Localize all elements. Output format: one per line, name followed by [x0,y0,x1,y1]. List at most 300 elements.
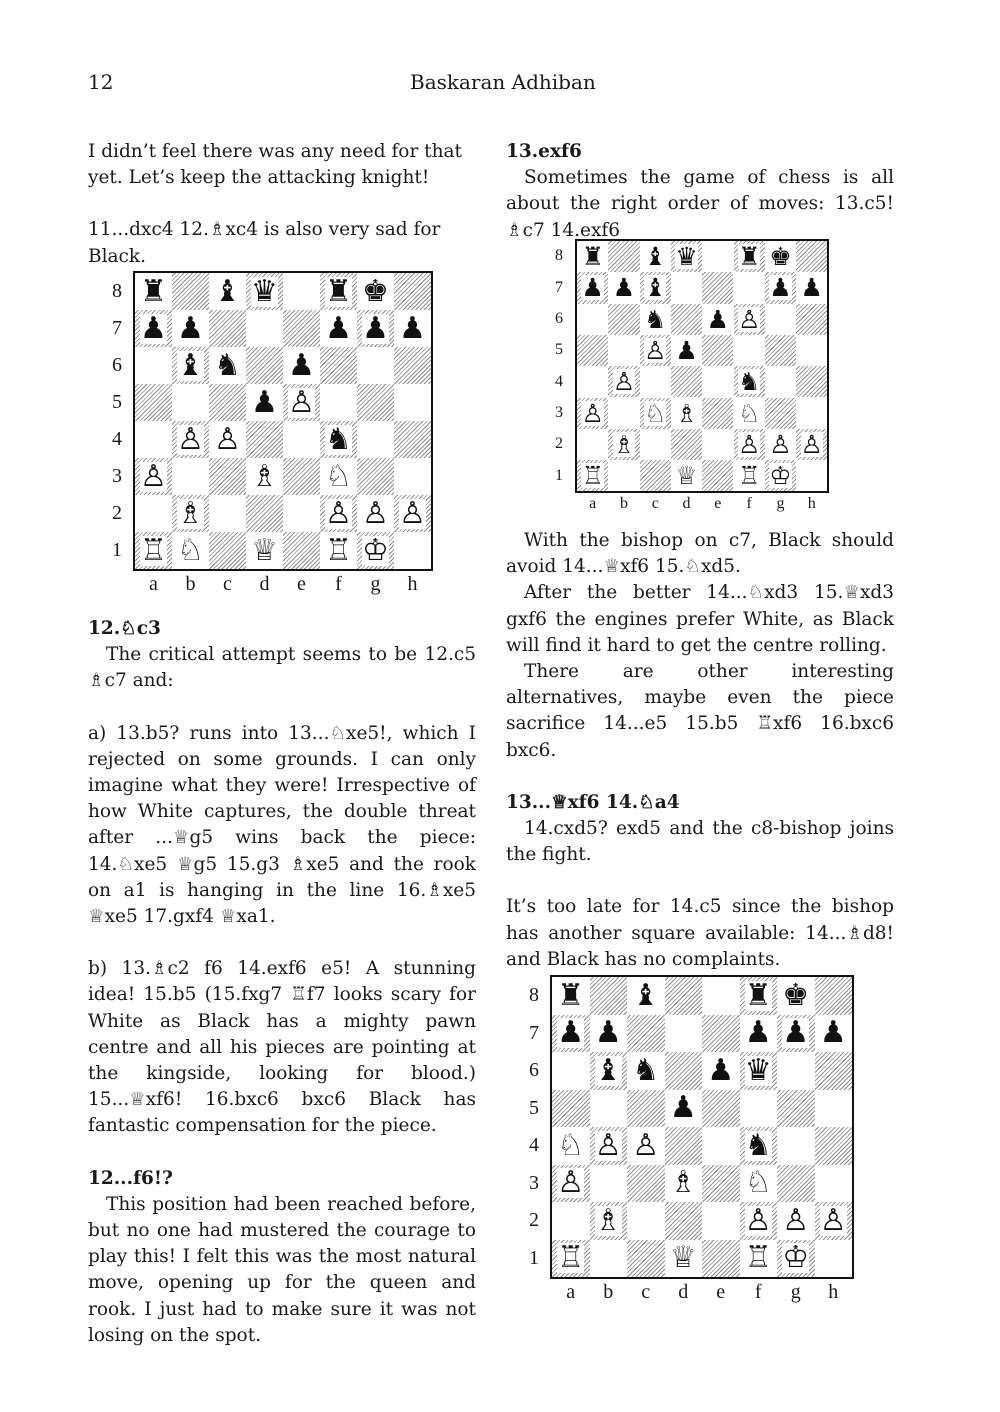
board-square [671,241,702,272]
board-square [702,304,733,335]
board-square [552,977,590,1015]
rank-label: 3 [529,1171,539,1194]
board-square [394,458,431,495]
board-square [665,1127,703,1165]
black-knight-icon: ♞ [744,1127,772,1163]
board-square [796,304,827,335]
board-square [702,398,733,429]
running-title: Baskaran Adhiban [410,70,596,94]
board-square [357,421,394,458]
white-bishop-icon: ♗ [669,1165,697,1201]
black-king-icon: ♚ [769,242,792,272]
white-knight-icon: ♘ [644,398,667,428]
white-pawn-icon: ♙ [140,458,167,494]
board-square [815,1127,853,1165]
board-square [590,1240,628,1278]
board-square [740,1165,778,1203]
board-square [590,1165,628,1203]
board-square [320,310,357,347]
paragraph: With the bishop on c7, Black should avoid 14...♕xf6 15.♘xd5. [506,530,894,578]
white-pawn-icon: ♙ [744,1202,772,1238]
white-bishop-icon: ♗ [251,458,278,494]
board-square [552,1127,590,1165]
board-square [671,460,702,491]
black-queen-icon: ♛ [744,1052,772,1088]
rank-label: 6 [112,354,122,376]
board-square [627,977,665,1015]
board-square [815,1240,853,1278]
board-square [777,1240,815,1278]
board-square [815,1090,853,1128]
black-pawn-icon: ♟ [594,1015,622,1051]
board-square [627,1127,665,1165]
file-label: d [259,573,270,595]
board-square [702,1240,740,1278]
file-label: c [651,495,659,513]
board-square [765,398,796,429]
board-square [246,458,283,495]
board-square [357,532,394,569]
board-square [777,1165,815,1203]
page-number: 12 [88,70,114,94]
board-square [671,272,702,303]
board-square [246,495,283,532]
file-label: e [716,1281,726,1303]
board-square [702,366,733,397]
board-square [320,532,357,569]
black-queen-icon: ♛ [251,273,278,309]
board-square [608,304,639,335]
board-square [815,1165,853,1203]
board-square [765,429,796,460]
black-knight-icon: ♞ [737,367,761,397]
file-label: f [746,495,752,513]
board-square [796,272,827,303]
board-square [357,310,394,347]
board-square [702,977,740,1015]
rank-label: 5 [112,391,122,413]
board-square [740,977,778,1015]
board-square [172,495,209,532]
white-rook-icon: ♖ [744,1240,772,1276]
board-square [702,1015,740,1053]
board-square [394,310,431,347]
left-column [88,139,476,270]
black-rook-icon: ♜ [557,977,585,1013]
board-square [734,304,765,335]
board-square [172,421,209,458]
black-pawn-icon: ♟ [669,1090,697,1126]
white-pawn-icon: ♙ [325,495,352,531]
board-square [734,241,765,272]
white-pawn-icon: ♙ [557,1165,585,1201]
board-square [671,398,702,429]
board-square [740,1240,778,1278]
board-square [552,1202,590,1240]
white-pawn-icon: ♙ [800,429,823,459]
board-square [135,384,172,421]
white-pawn-icon: ♙ [581,398,604,428]
white-rook-icon: ♖ [581,461,604,491]
paragraph: 14.cxd5? exd5 and the c8-bishop joins the fight. [506,818,894,866]
board-square [357,273,394,310]
file-label: a [149,573,158,595]
board-square [627,1052,665,1090]
board-square [740,1052,778,1090]
file-label: e [297,573,306,595]
board-square [172,347,209,384]
board-square [796,398,827,429]
black-pawn-icon: ♟ [612,273,636,303]
board-square [283,421,320,458]
board-square [577,272,608,303]
board-square [135,310,172,347]
board-square [665,1165,703,1203]
board-square [665,1090,703,1128]
black-pawn-icon: ♟ [251,384,278,420]
move-heading: 12.♘c3 [88,618,161,639]
white-knight-icon: ♘ [557,1127,585,1163]
black-bishop-icon: ♝ [644,273,667,303]
paragraph: a) 13.b5? runs into 13...♘xe5!, which I rejected on some grounds. I can only imagine what they were! Irrespective of how White captures, the double threat after ...♕g5 wins back the piece: 14.♘xe5 ♕g5 15.g3 ♗xe5 and the rook on a1 is hanging in the line 16.♗xe5 ♕xe5 17.gxf4 ♕xa1. [88,722,476,928]
file-label: c [223,573,232,595]
rank-label: 5 [529,1096,539,1119]
white-pawn-icon: ♙ [632,1127,660,1163]
file-label: a [566,1281,576,1303]
board-square [283,458,320,495]
board-square [246,384,283,421]
board-square [734,272,765,303]
board-square [702,1052,740,1090]
board-square [815,1015,853,1053]
board-square [777,1015,815,1053]
board-square [740,1202,778,1240]
board-square [815,1052,853,1090]
rank-label: 1 [529,1246,539,1269]
board-square [172,384,209,421]
board-square [608,460,639,491]
black-pawn-icon: ♟ [399,310,426,346]
white-king-icon: ♔ [782,1240,810,1276]
board-square [357,495,394,532]
board-square [627,1240,665,1278]
board-square [246,347,283,384]
board-square [640,366,671,397]
paragraph: After the better 14...♘xd3 15.♕xd3 gxf6 the engines prefer White, as Black will find it hard to get the centre rolling. [506,582,894,656]
board-square [665,1202,703,1240]
white-bishop-icon: ♗ [177,495,204,531]
board-square [702,272,733,303]
file-label: f [335,573,342,595]
file-label: d [682,495,691,513]
board-square [702,429,733,460]
board-square [209,384,246,421]
board-square [135,273,172,310]
board-square [552,1015,590,1053]
board-square [640,398,671,429]
board-square [671,335,702,366]
file-label: g [776,495,785,513]
white-pawn-icon: ♙ [644,336,667,366]
file-label: h [828,1281,839,1303]
white-pawn-icon: ♙ [177,421,204,457]
board-square [815,1202,853,1240]
white-pawn-icon: ♙ [399,495,426,531]
board-square [608,241,639,272]
rank-label: 6 [529,1059,539,1082]
board-square [320,273,357,310]
board-square [640,460,671,491]
rank-label: 4 [529,1134,539,1157]
paragraph: This position had been reached before, but no one had mustered the courage to play this! I felt this was the most natural move, opening up for the queen and rook. I just had to make sure it was not losing on the spot. [88,1193,476,1346]
white-rook-icon: ♖ [737,461,761,491]
board-square [135,495,172,532]
board-square [320,347,357,384]
rank-label: 7 [529,1021,539,1044]
board-square [209,347,246,384]
board-square [796,335,827,366]
board-square [734,398,765,429]
black-bishop-icon: ♝ [644,242,667,272]
rank-label: 8 [112,280,122,302]
board-square [246,421,283,458]
rank-label: 6 [555,310,563,328]
white-bishop-icon: ♗ [612,429,636,459]
black-king-icon: ♚ [362,273,389,309]
rank-label: 8 [555,247,563,265]
file-label: f [754,1281,762,1303]
paragraph: b) 13.♗c2 f6 14.exf6 e5! A stunning idea! 15.b5 (15.fxg7 ♖f7 looks scary for White as Black has a mighty pawn centre and all his pieces are pointing at the kingside, looking for blood.) 15...♕xf6! 16.bxc6 bxc6 Black has fantastic compensation for the piece. [88,958,476,1137]
board-square [608,429,639,460]
board-square [394,495,431,532]
black-pawn-icon: ♟ [769,273,792,303]
board-square [209,458,246,495]
board-square [702,1090,740,1128]
board-square [172,532,209,569]
black-rook-icon: ♜ [744,977,772,1013]
board-square [608,335,639,366]
board-square [357,384,394,421]
rank-label: 1 [112,539,122,561]
paragraph: 11...dxc4 12.♗xc4 is also very sad for Black. [88,219,441,267]
board-square [552,1052,590,1090]
black-pawn-icon: ♟ [744,1015,772,1051]
board-square [640,272,671,303]
white-bishop-icon: ♗ [594,1202,622,1238]
board-square [552,1240,590,1278]
left-column-lower [88,616,476,1349]
paragraph: The critical attempt seems to be 12.c5 ♗c7 and: [88,644,476,692]
rank-label: 1 [555,466,563,484]
paragraph: I didn’t feel there was any need for that yet. Let’s keep the attacking knight! [88,141,462,189]
board-square [135,458,172,495]
black-king-icon: ♚ [782,977,810,1013]
board-square [640,241,671,272]
rank-label: 2 [529,1209,539,1232]
white-rook-icon: ♖ [325,532,352,568]
board-square [209,310,246,347]
chess-board [133,271,433,571]
white-pawn-icon: ♙ [362,495,389,531]
file-label: b [603,1281,614,1303]
board-square [172,273,209,310]
board-square [577,460,608,491]
white-king-icon: ♔ [769,461,792,491]
board-square [777,1090,815,1128]
board-square [627,1202,665,1240]
board-square [283,384,320,421]
black-pawn-icon: ♟ [288,347,315,383]
white-pawn-icon: ♙ [782,1202,810,1238]
board-square [765,272,796,303]
board-square [209,421,246,458]
white-queen-icon: ♕ [251,532,278,568]
board-square [777,1202,815,1240]
black-rook-icon: ♜ [325,273,352,309]
file-label: g [790,1281,801,1303]
black-rook-icon: ♜ [581,242,604,272]
white-bishop-icon: ♗ [675,398,698,428]
rank-label: 7 [112,317,122,339]
board-square [577,241,608,272]
rank-label: 7 [555,278,563,296]
board-square [590,977,628,1015]
file-label: g [370,573,381,595]
board-square [702,335,733,366]
board-square [320,384,357,421]
white-knight-icon: ♘ [744,1165,772,1201]
board-square [740,1127,778,1165]
move-heading: 13...♕xf6 14.♘a4 [506,791,680,813]
white-rook-icon: ♖ [140,532,167,568]
board-square [627,1165,665,1203]
board-square [702,1165,740,1203]
board-square [552,1165,590,1203]
black-pawn-icon: ♟ [581,273,604,303]
board-square [590,1202,628,1240]
board-square [577,304,608,335]
board-square [765,304,796,335]
white-rook-icon: ♖ [557,1240,585,1276]
board-square [394,421,431,458]
board-square [552,1090,590,1128]
black-bishop-icon: ♝ [594,1052,622,1088]
board-square [734,366,765,397]
board-square [590,1052,628,1090]
black-pawn-icon: ♟ [706,304,730,334]
file-label: h [407,573,418,595]
black-rook-icon: ♜ [140,273,167,309]
board-square [394,532,431,569]
file-label: h [807,495,816,513]
white-pawn-icon: ♙ [612,367,636,397]
board-square [135,532,172,569]
board-square [577,335,608,366]
black-pawn-icon: ♟ [140,310,167,346]
board-square [702,1202,740,1240]
black-pawn-icon: ♟ [325,310,352,346]
board-square [665,977,703,1015]
white-pawn-icon: ♙ [819,1202,847,1238]
board-square [246,273,283,310]
white-queen-icon: ♕ [675,461,698,491]
board-square [590,1015,628,1053]
board-square [734,460,765,491]
board-square [765,241,796,272]
board-square [734,335,765,366]
rank-label: 3 [112,465,122,487]
white-pawn-icon: ♙ [737,429,761,459]
board-square [577,398,608,429]
board-square [283,347,320,384]
board-square [796,241,827,272]
board-square [608,272,639,303]
white-king-icon: ♔ [362,532,389,568]
rank-label: 3 [555,403,563,421]
board-square [209,273,246,310]
rank-label: 4 [555,372,563,390]
rank-label: 5 [555,341,563,359]
board-square [765,460,796,491]
black-pawn-icon: ♟ [800,273,823,303]
board-square [394,273,431,310]
board-square [577,366,608,397]
board-square [577,429,608,460]
board-square [627,1015,665,1053]
white-pawn-icon: ♙ [594,1127,622,1163]
board-square [135,421,172,458]
white-pawn-icon: ♙ [737,304,761,334]
board-square [608,398,639,429]
black-knight-icon: ♞ [644,304,667,334]
chess-board [550,975,854,1279]
board-square [740,1015,778,1053]
board-square [590,1127,628,1165]
board-square [702,241,733,272]
white-pawn-icon: ♙ [214,421,241,457]
move-heading: 13.exf6 [506,141,582,162]
file-label: b [619,495,628,513]
board-square [640,335,671,366]
board-square [702,460,733,491]
board-square [765,335,796,366]
board-square [357,347,394,384]
white-pawn-icon: ♙ [769,429,792,459]
board-square [665,1015,703,1053]
board-square [777,977,815,1015]
board-square [665,1052,703,1090]
black-knight-icon: ♞ [325,421,352,457]
board-square [172,458,209,495]
rank-label: 4 [112,428,122,450]
white-pawn-icon: ♙ [288,384,315,420]
right-column-middle [506,528,894,973]
black-bishop-icon: ♝ [632,977,660,1013]
board-square [135,347,172,384]
board-square [394,384,431,421]
board-square [246,532,283,569]
right-column [506,139,894,244]
board-square [357,458,394,495]
white-knight-icon: ♘ [737,398,761,428]
black-queen-icon: ♛ [675,242,698,272]
board-square [283,532,320,569]
rank-label: 2 [112,502,122,524]
board-square [209,495,246,532]
board-square [740,1090,778,1128]
black-knight-icon: ♞ [632,1052,660,1088]
board-square [283,495,320,532]
